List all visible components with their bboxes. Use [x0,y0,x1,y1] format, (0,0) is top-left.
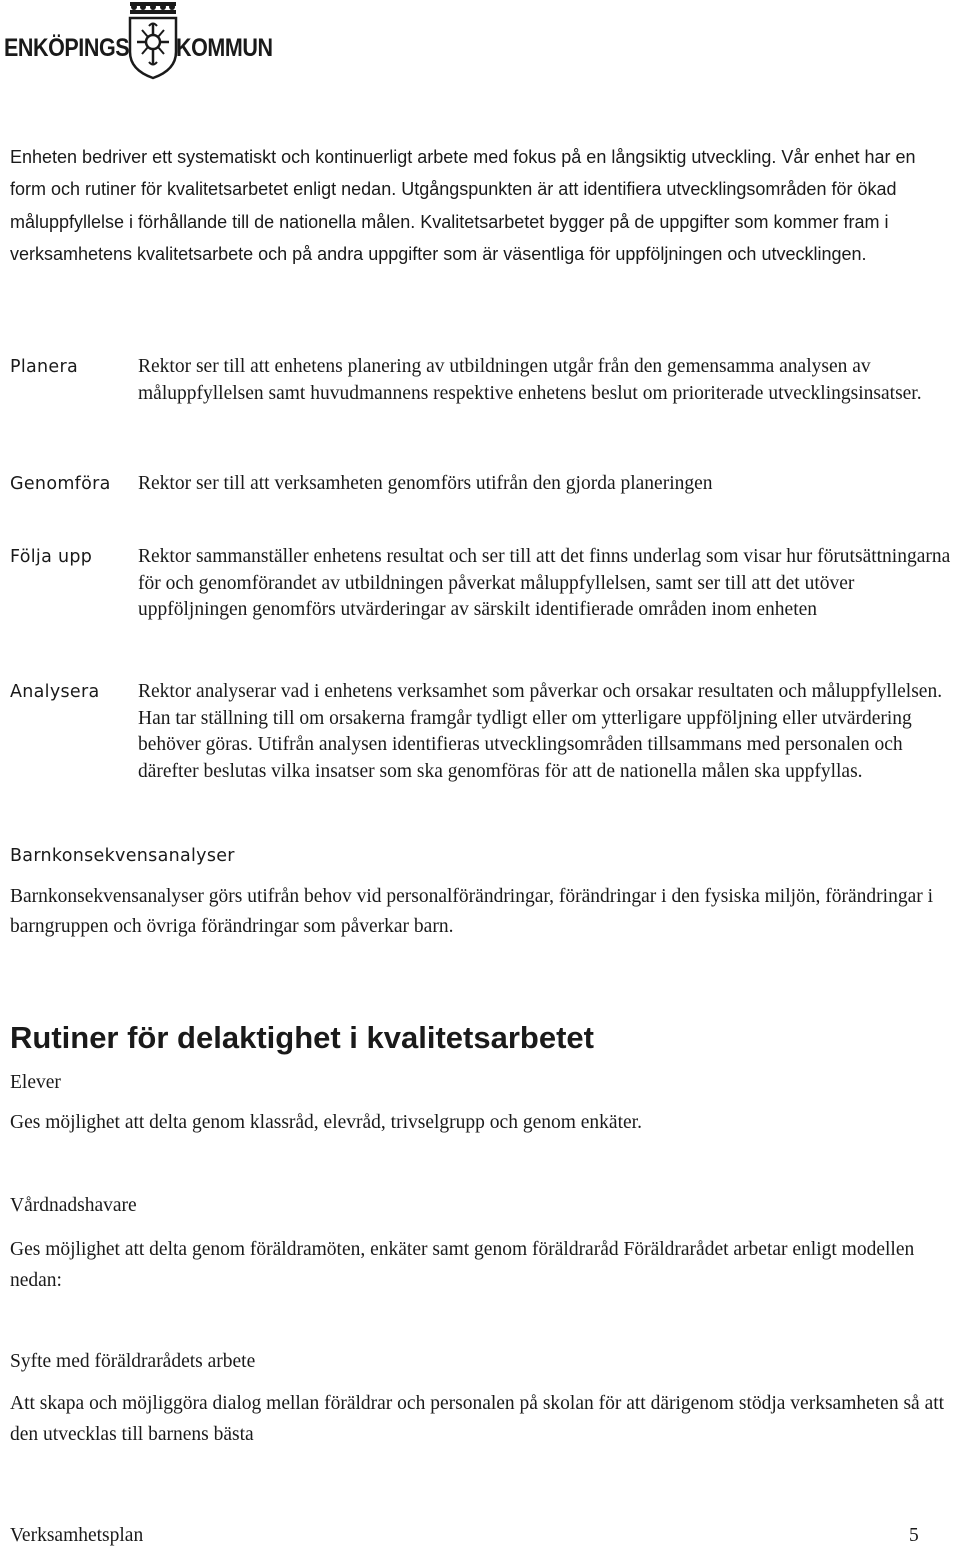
municipal-crest-icon [124,0,182,80]
footer-page-number: 5 [909,1525,919,1546]
logo-text-kommun: KOMMUN [176,34,273,62]
text-vardnadshavare: Ges möjlighet att delta genom föräldramöten, enkäter samt genom föräldraråd Föräldrarådet arbetar enligt modellen nedan: [10,1239,915,1291]
subheading-elever: Elever [10,1072,61,1093]
enkopings-kommun-logo [4,0,280,80]
text-elever: Ges möjlighet att delta genom klassråd, elevråd, trivselgrupp och genom enkäter. [10,1112,642,1133]
intro-paragraph: Enheten bedriver ett systematiskt och kontinuerligt arbete med fokus på en långsiktig utveckling. Vår enhet har en form och rutiner för kvalitetsarbetet enligt nedan. Utgångspunkten är att identifiera utvecklingsområden för ökad måluppfyllelse i förhållande till de nationella målen. Kvalitetsarbetet bygger på de uppgifter som kommer fram i verksamhetens kvalitetsarbete och på andra uppgifter som är väsentliga för uppföljningen och utvecklingen. [10,147,916,265]
subheading-vardnadshavare: Vårdnadshavare [10,1195,137,1216]
process-text-analysera: Rektor analyserar vad i enhetens verksamhet som påverkar och orsakar resultaten och måluppfyllelsen. Han tar ställning till om orsakerna framgår tydligt eller om ytterligare uppföljning eller utvärdering behöver göras. Utifrån analysen identifieras utvecklingsområden tillsammans med personalen och därefter beslutas vilka insatser som ska genomföras för att de nationella målen ska uppfyllas. [138,681,943,782]
subheading-syfte: Syfte med föräldrarådets arbete [10,1351,256,1372]
process-label-analysera: Analysera [10,682,100,702]
process-label-planera: Planera [10,357,79,377]
process-label-genomfora: Genomföra [10,474,111,494]
footer-document-title: Verksamhetsplan [10,1525,144,1546]
text-syfte: Att skapa och möjliggöra dialog mellan föräldrar och personalen på skolan för att därigenom stödja verksamheten så att den utvecklas till barnens bästa [10,1393,945,1445]
barnkonsekvens-text: Barnkonsekvensanalyser görs utifrån behov vid personalförändringar, förändringar i den fysiska miljön, förändringar i barngruppen och övriga förändringar som påverkar barn. [10,886,934,937]
logo-text-enkopings: ENKÖPINGS [4,34,130,62]
barnkonsekvens-heading: Barnkonsekvensanalyser [10,846,235,866]
process-text-folja-upp: Rektor sammanställer enhetens resultat och ser till att det finns underlag som visar hur förutsättningarna för och genomförandet av utbildningen påverkat måluppfyllelsen, samt ser till att det utöver uppföljningen genomförs utvärderingar av särskilt identifierade områden inom enheten [138,546,951,620]
process-text-genomfora: Rektor ser till att verksamheten genomförs utifrån den gjorda planeringen [138,473,713,494]
section-heading-rutiner: Rutiner för delaktighet i kvalitetsarbetet [10,1020,594,1055]
process-label-folja-upp: Följa upp [10,547,93,567]
process-text-planera: Rektor ser till att enhetens planering av utbildningen utgår från den gemensamma analysen av måluppfyllelsen samt huvudmannens respektive enhetens beslut om prioriterade utvecklingsinsatser. [138,356,922,404]
